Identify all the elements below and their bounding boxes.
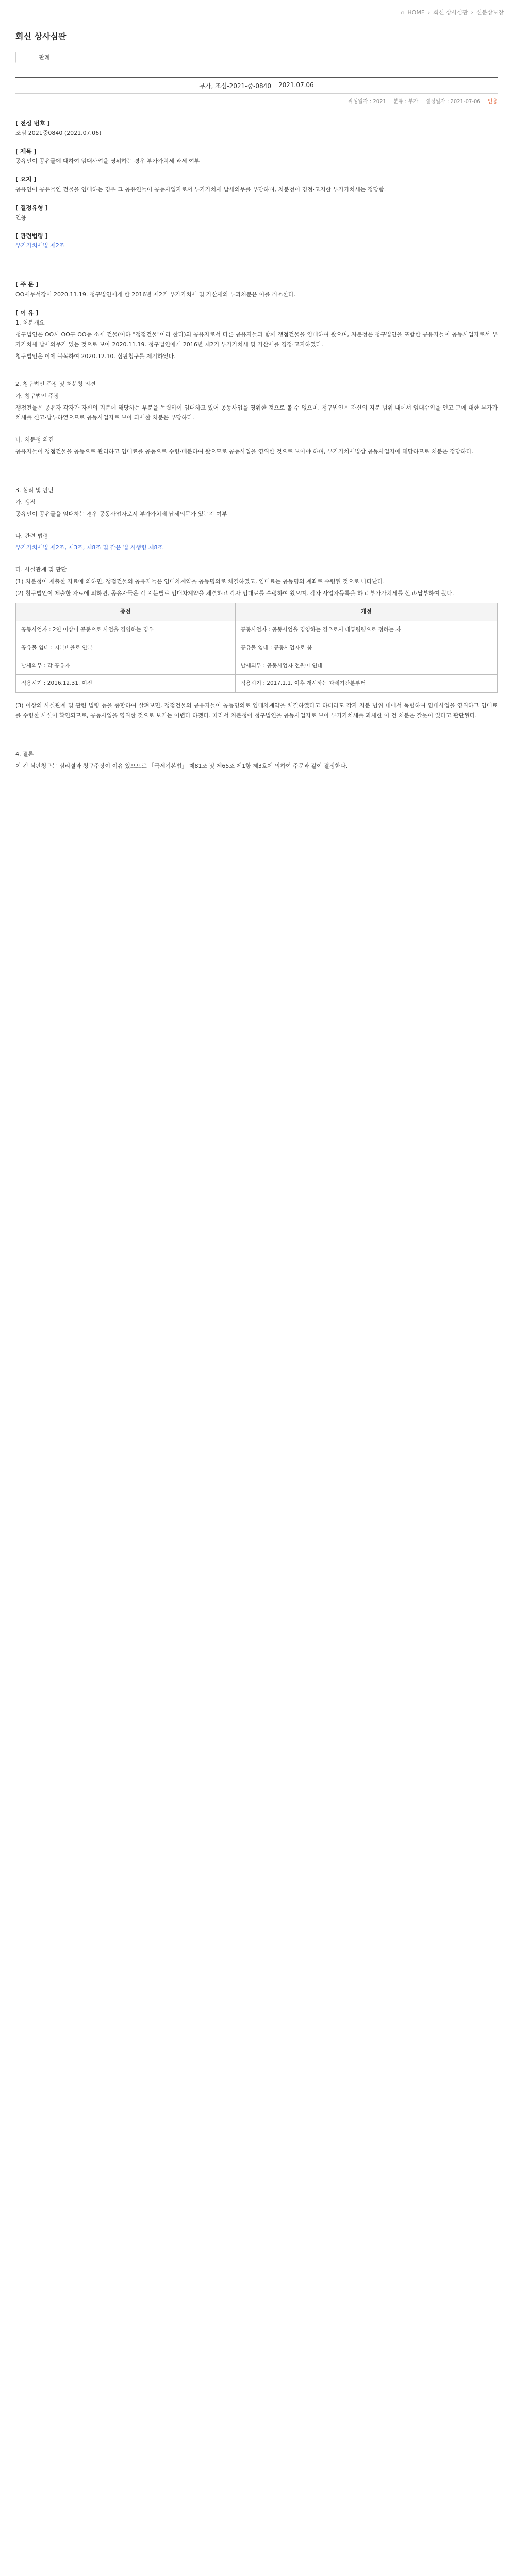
meta-item: 결정일자 : 2021-07-06: [425, 99, 481, 105]
paragraph: 공유자들이 쟁점건물을 공동으로 관리하고 임대료를 공동으로 수령·배분하여 왔으므로 공동사업을 영위한 것으로 보아야 하며, 부가가치세법상 공동사업자에 해당하므로 처분은 정당하다.: [15, 448, 474, 455]
home-icon[interactable]: ⌂: [400, 9, 405, 16]
document-body: [15, 118, 498, 779]
section-title: [ 전심 번호 ]: [15, 120, 50, 127]
paragraph: 청구법인은 이에 불복하여 2020.12.10. 심판청구를 제기하였다.: [15, 352, 176, 360]
document-title-line: [15, 77, 498, 94]
paragraph: 쟁점건물은 공유자 각자가 자신의 지분에 해당하는 부분을 독립하여 임대하고 있어 공동사업을 영위한 것으로 볼 수 없으며, 청구법인은 자신의 지분 범위 내에서 임대수입을 얻고 그에 대한 부가가치세를 신고·납부하였으므로 공동사업자로 보아 과세한 처분은 부당하다.: [15, 404, 498, 421]
document-header: [15, 77, 498, 105]
document-meta: [15, 97, 498, 105]
law-link[interactable]: 부가가치세법 제2조: [15, 242, 65, 249]
case-number: 부가, 조심-2021-중-0840: [199, 82, 271, 90]
breadcrumb: [401, 8, 504, 16]
section-reason: [15, 308, 498, 361]
section-title: [ 요지 ]: [15, 176, 37, 183]
breadcrumb-current: 신분상보장: [476, 9, 504, 16]
section-title: [ 이 유 ]: [15, 309, 39, 317]
paragraph: (3) 이상의 사실관계 및 관련 법령 등을 종합하여 살펴보면, 쟁점건물의 공유자들이 공동명의로 임대차계약을 체결하였다고 하더라도 각자 지분 범위 내에서 독립하여 임대사업을 영위하고 임대료를 수령한 사실이 확인되므로, 공동사업을 영위한 것으로 보기는 어렵다 하겠다. 따라서 처분청이 청구법인을 공동사업자로 보아 부가가치세를 과세한 이 건 처분은 잘못이 있다고 판단된다.: [15, 702, 498, 719]
section-jeonsim: [15, 118, 498, 139]
section-summary: [15, 175, 498, 195]
table-header: 개정: [235, 603, 498, 621]
breadcrumb-sep-icon: ›: [471, 9, 473, 16]
status-badge: 인용: [487, 99, 498, 105]
paragraph-heading: 1. 처분개요: [15, 319, 45, 326]
comparison-table: [15, 603, 498, 693]
table-cell: 적용시기 : 2017.1.1. 이후 개시하는 과세기간분부터: [235, 675, 498, 693]
table-cell: 적용시기 : 2016.12.31. 이전: [16, 675, 236, 693]
paragraph: 이 건 심판청구는 심리결과 청구주장이 이유 있으므로 「국세기본법」 제81조 및 제65조 제1항 제3호에 의하여 주문과 같이 결정한다.: [15, 762, 348, 770]
paragraph-heading: 다. 사실관계 및 판단: [15, 566, 67, 573]
tab-row: [0, 52, 513, 62]
law-link[interactable]: 부가가치세법 제2조, 제3조, 제8조 및 같은 법 시행령 제8조: [15, 544, 163, 551]
section-case: [15, 147, 498, 167]
breadcrumb-sep-icon: ›: [427, 9, 431, 16]
table-cell: 납세의무 : 공동사업자 전원이 연대: [235, 657, 498, 675]
table-cell: 공동사업자 : 2인 이상이 공동으로 사업을 경영하는 경우: [16, 621, 236, 639]
section-result-type: [15, 203, 498, 223]
paragraph: 청구법인은 OO시 OO구 OO동 소재 건물(이하 "쟁점건물"이라 한다)의 공유자로서 다른 공유자들과 함께 쟁점건물을 임대하여 왔으며, 처분청은 청구법인을 포함한 공유자들이 공동사업자로서 부가가치세 납세의무가 있는 것으로 보아 2020.11.19. 청구법인에게 2016년 제2기 부가가치세 및 가산세를 경정·고지하였다.: [15, 331, 498, 348]
section-text: 공유인이 공유물에 대하여 임대사업을 영위하는 경우 부가가치세 과세 여부: [15, 158, 200, 165]
table-row: [16, 675, 498, 693]
section-text: 공유인이 공유물인 건물을 임대하는 경우 그 공유인들이 공동사업자로서 부가가치세 납세의무를 부담하며, 처분청이 경정·고지한 부가가치세는 정당함.: [15, 186, 386, 193]
section-title: [ 관련법령 ]: [15, 232, 48, 240]
paragraph-heading: 3. 심리 및 판단: [15, 486, 54, 494]
section-claims: [15, 380, 498, 456]
breadcrumb-home[interactable]: HOME: [407, 9, 425, 16]
page-title: 회신 상사심판: [15, 31, 67, 41]
section-law: [15, 231, 498, 251]
paragraph: (2) 청구법인이 제출한 자료에 의하면, 공유자들은 각 지분별로 임대차계약을 체결하고 각자 임대료를 수령하여 왔으며, 각자 사업자등록을 하고 부가가치세를 신고·납부하여 왔다.: [15, 590, 454, 597]
table-cell: 공동사업자 : 공동사업을 경영하는 경우로서 대통령령으로 정하는 자: [235, 621, 498, 639]
section-review: [15, 486, 498, 721]
section-title: [ 제목 ]: [15, 147, 37, 155]
section-conclusion: [15, 750, 498, 771]
section-title: [ 결정유형 ]: [15, 204, 48, 212]
section-main: [15, 280, 498, 300]
paragraph-heading: 4. 결론: [15, 751, 34, 758]
paragraph: (1) 처분청이 제출한 자료에 의하면, 쟁점건물의 공유자들은 임대차계약을 공동명의로 체결하였고, 임대료는 공동명의 계좌로 수령된 것으로 나타난다.: [15, 578, 385, 585]
section-text: 인용: [15, 214, 27, 221]
tab-precedent[interactable]: 판례: [15, 52, 73, 63]
paragraph-heading: 나. 처분청 의견: [15, 436, 54, 444]
breadcrumb-section[interactable]: 회신 상사심판: [433, 9, 468, 16]
table-row: [16, 639, 498, 657]
table-cell: 납세의무 : 각 공유자: [16, 657, 236, 675]
meta-item: 분류 : 부가: [393, 99, 419, 105]
top-bar: [0, 0, 513, 31]
decision-date: 2021.07.06: [278, 81, 314, 89]
section-text: 조심 2021중0840 (2021.07.06): [15, 129, 102, 137]
paragraph-heading: 2. 청구법인 주장 및 처분청 의견: [15, 381, 96, 388]
paragraph-heading: 가. 쟁점: [15, 498, 36, 505]
table-row: [16, 621, 498, 639]
table-cell: 공유물 임대 : 공동사업자로 봄: [235, 639, 498, 657]
paragraph-heading: 가. 청구법인 주장: [15, 393, 59, 400]
paragraph-heading: 나. 관련 법령: [15, 532, 48, 539]
section-title: [ 주 문 ]: [15, 281, 39, 289]
section-text: OO세무서장이 2020.11.19. 청구법인에게 한 2016년 제2기 부가가치세 및 가산세의 부과처분은 이를 취소한다.: [15, 291, 296, 298]
table-cell: 공유물 임대 : 지분비율로 안분: [16, 639, 236, 657]
table-row: [16, 657, 498, 675]
paragraph: 공유인이 공유물을 임대하는 경우 공동사업자로서 부가가치세 납세의무가 있는지 여부: [15, 510, 227, 517]
table-header: 종전: [16, 603, 236, 621]
meta-item: 작성일자 : 2021: [347, 99, 386, 105]
